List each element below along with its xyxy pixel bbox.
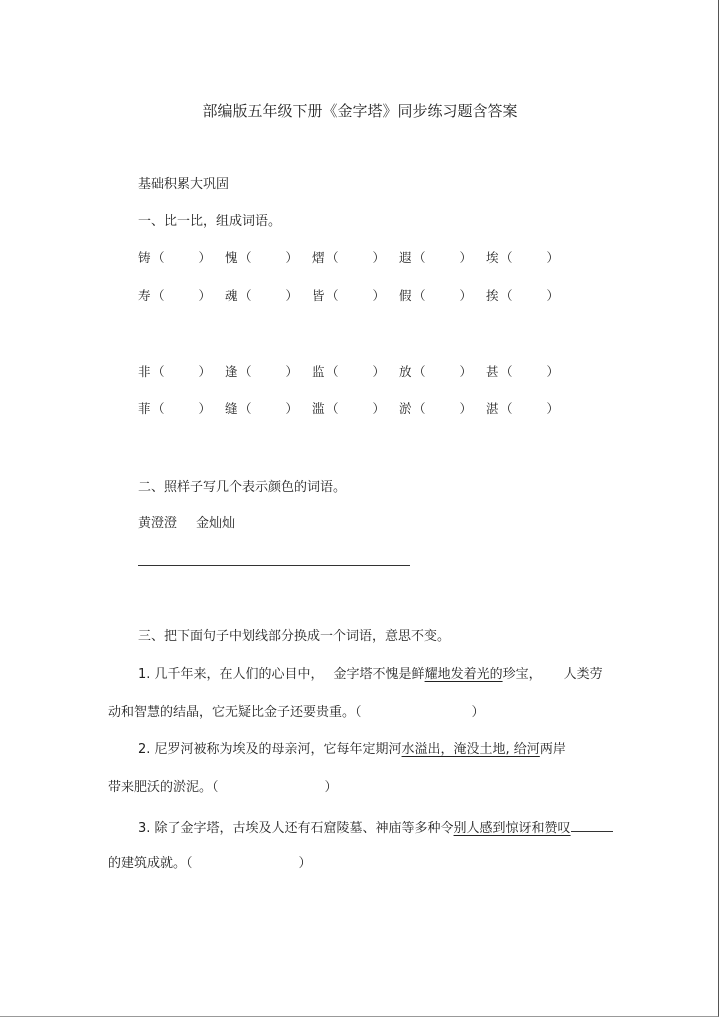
sentence-text: 人类劳 [563, 667, 603, 682]
char: 菲 [138, 401, 151, 416]
char: 湛 [486, 401, 499, 416]
paren-close: ） [198, 401, 212, 416]
paren-close: ） [459, 250, 473, 265]
word-cell [138, 252, 211, 265]
paren-open: （ [239, 288, 252, 303]
paren-close: ） [546, 288, 560, 303]
word-cell [399, 290, 472, 303]
paren-close: ） [471, 705, 485, 720]
paren-close: ） [285, 250, 299, 265]
char: 假 [399, 288, 412, 303]
paren-open: （ [152, 288, 165, 303]
sentence-text: 两岸 [539, 742, 566, 757]
char: 挨 [486, 288, 499, 303]
word-cell [225, 252, 298, 265]
sentence-text: 带来肥沃的淤泥。（ [108, 780, 219, 795]
paren-close: ） [298, 856, 312, 871]
word-cell [486, 366, 559, 379]
underlined-phrase: 水溢出，淹没土地, 给河 [401, 742, 540, 757]
q3-s1-line1 [138, 668, 603, 681]
char: 放 [399, 364, 412, 379]
q2-example-2: 金灿灿 [196, 516, 236, 531]
char: 逢 [225, 364, 238, 379]
word-cell [486, 252, 559, 265]
paren-close: ） [546, 250, 560, 265]
paren-open: （ [500, 250, 513, 265]
word-cell [312, 252, 385, 265]
underlined-phrase: 别人感到惊讶和赞叹 [453, 821, 571, 836]
q3-s2-line2 [108, 781, 338, 794]
sentence-text: 珍宝， [502, 667, 542, 682]
paren-open: （ [326, 401, 339, 416]
paren-close: ） [459, 401, 473, 416]
paren-open: （ [413, 288, 426, 303]
char: 遐 [399, 250, 412, 265]
char: 缝 [225, 401, 238, 416]
paren-open: （ [500, 364, 513, 379]
word-cell [399, 403, 472, 416]
sentence-text: 动和智慧的结晶，它无疑比金子还要贵重。（ [108, 705, 362, 720]
underlined-phrase: 耀地发着光的 [424, 667, 503, 682]
char: 熠 [312, 250, 325, 265]
char: 监 [312, 364, 325, 379]
char: 皆 [312, 288, 325, 303]
paren-open: （ [413, 401, 426, 416]
word-cell [399, 252, 472, 265]
word-cell [312, 403, 385, 416]
word-cell [138, 366, 211, 379]
sentence-text: 2. 尼罗河被称为埃及的母亲河，它每年定期河 [138, 742, 402, 757]
paren-close: ） [285, 364, 299, 379]
paren-close: ） [198, 288, 212, 303]
paren-open: （ [326, 364, 339, 379]
paren-close: ） [372, 401, 386, 416]
char: 愧 [225, 250, 238, 265]
paren-open: （ [152, 250, 165, 265]
paren-close: ） [372, 288, 386, 303]
q3-s2-line1 [138, 743, 566, 756]
word-cell [225, 366, 298, 379]
paren-close: ） [372, 364, 386, 379]
char: 魂 [225, 288, 238, 303]
char: 非 [138, 364, 151, 379]
paren-close: ） [546, 401, 560, 416]
word-cell [486, 290, 559, 303]
q3-s1-line2 [108, 706, 485, 719]
q3-s3-line1 [138, 819, 613, 835]
q3-s3-line2 [108, 857, 312, 870]
paren-close: ） [459, 288, 473, 303]
word-cell [312, 290, 385, 303]
paren-open: （ [500, 288, 513, 303]
word-cell [312, 366, 385, 379]
section-heading: 基础积累大巩固 [138, 177, 230, 192]
char: 铸 [138, 250, 151, 265]
word-cell [225, 403, 298, 416]
q3-prompt: 三、把下面句子中划线部分换成一个词语，意思不变。 [138, 629, 451, 644]
answer-line[interactable] [138, 565, 410, 566]
char: 埃 [486, 250, 499, 265]
underline-tail [571, 819, 613, 832]
char: 滥 [312, 401, 325, 416]
paren-open: （ [500, 401, 513, 416]
paren-close: ） [198, 250, 212, 265]
paren-close: ） [285, 401, 299, 416]
paren-open: （ [326, 288, 339, 303]
sentence-text: 1. 几千年来，在人们的心目中， [138, 667, 324, 682]
paren-close: ） [324, 780, 338, 795]
char: 淤 [399, 401, 412, 416]
q2-example-1: 黄澄澄 [138, 516, 178, 531]
paren-open: （ [326, 250, 339, 265]
sentence-text: 金字塔不愧是鲜 [333, 667, 425, 682]
word-cell [225, 290, 298, 303]
paren-close: ） [546, 364, 560, 379]
paren-open: （ [413, 364, 426, 379]
sentence-text: 3. 除了金字塔，古埃及人还有石窟陵墓、神庙等多种令 [138, 821, 454, 836]
paren-close: ） [372, 250, 386, 265]
word-cell [138, 290, 211, 303]
q2-prompt: 二、照样子写几个表示颜色的词语。 [138, 480, 347, 495]
sentence-text: 的建筑成就。（ [108, 856, 193, 871]
char: 寿 [138, 288, 151, 303]
paren-open: （ [239, 250, 252, 265]
word-cell [486, 403, 559, 416]
paren-open: （ [239, 364, 252, 379]
page-title: 部编版五年级下册《金字塔》同步练习题含答案 [202, 102, 518, 120]
paren-close: ） [459, 364, 473, 379]
paren-open: （ [413, 250, 426, 265]
paren-open: （ [239, 401, 252, 416]
word-cell [138, 403, 211, 416]
paren-close: ） [198, 364, 212, 379]
word-cell [399, 366, 472, 379]
paren-open: （ [152, 364, 165, 379]
paren-open: （ [152, 401, 165, 416]
char: 甚 [486, 364, 499, 379]
paren-close: ） [285, 288, 299, 303]
q1-prompt: 一、比一比，组成词语。 [138, 214, 282, 229]
